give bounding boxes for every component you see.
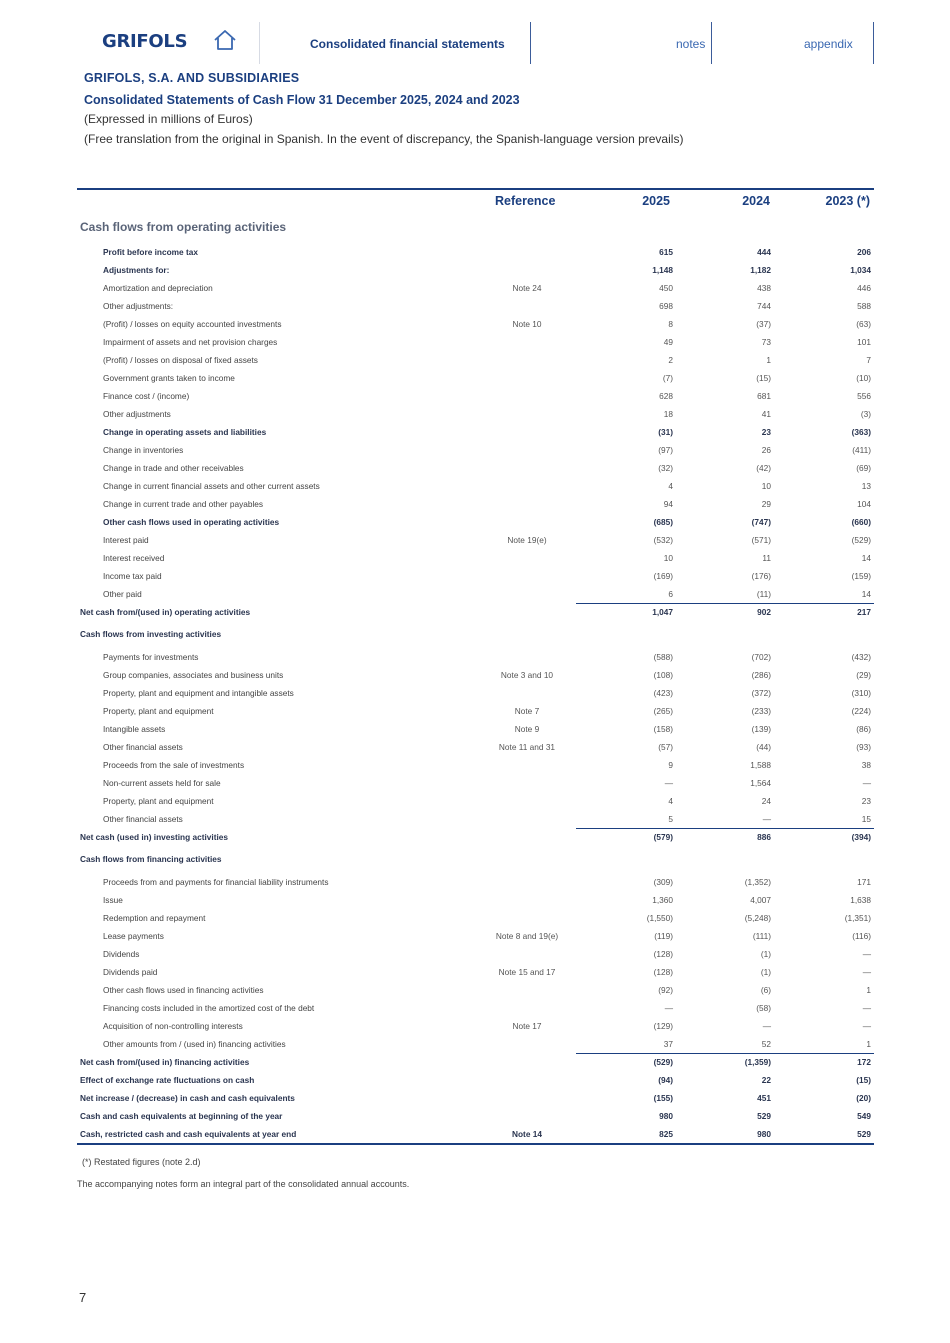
- table-row: [77, 351, 874, 369]
- table-row: [77, 477, 874, 495]
- value-2023: —: [862, 949, 871, 959]
- value-2023: 217: [857, 607, 871, 617]
- table-row: [77, 927, 874, 945]
- row-reference[interactable]: Note 9: [514, 724, 540, 734]
- value-2023: 14: [861, 553, 871, 563]
- value-2025: 698: [659, 301, 673, 311]
- row-label: Income tax paid: [103, 571, 162, 581]
- value-2023: (15): [856, 1075, 871, 1085]
- row-label: Property, plant and equipment: [103, 706, 214, 716]
- value-2025: 615: [659, 247, 673, 257]
- table-row: [77, 720, 874, 738]
- row-reference[interactable]: Note 17: [512, 1021, 542, 1031]
- value-2025: 6: [668, 589, 673, 599]
- value-2023: 7: [866, 355, 871, 365]
- value-2023: —: [862, 778, 871, 788]
- value-2024: 980: [757, 1129, 771, 1139]
- section-heading: [77, 850, 874, 868]
- value-2025: (32): [658, 463, 673, 473]
- value-2024: —: [762, 814, 771, 824]
- value-2024: (286): [751, 670, 771, 680]
- table-row: [77, 513, 874, 531]
- value-2023: 14: [861, 589, 871, 599]
- table-top-rule: [77, 188, 874, 190]
- value-2023: (363): [851, 427, 871, 437]
- value-2024: (58): [756, 1003, 771, 1013]
- value-2023: (29): [856, 670, 871, 680]
- table-row: [77, 1107, 874, 1125]
- value-2024: 24: [761, 796, 771, 806]
- value-2024: 1: [766, 355, 771, 365]
- value-2025: 450: [659, 283, 673, 293]
- value-2025: (57): [658, 742, 673, 752]
- divider: [711, 22, 712, 64]
- table-row: [77, 441, 874, 459]
- row-label: Net cash from/(used in) operating activities: [80, 607, 251, 617]
- table-row: [77, 387, 874, 405]
- row-reference[interactable]: Note 3 and 10: [500, 670, 554, 680]
- row-label: Financing costs included in the amortized cost of the debt: [103, 1003, 315, 1013]
- row-label: Profit before income tax: [103, 247, 198, 257]
- row-label: Government grants taken to income: [103, 373, 235, 383]
- value-2025: (1,550): [646, 913, 673, 923]
- currency-note: (Expressed in millions of Euros): [84, 112, 253, 126]
- value-2025: 9: [668, 760, 673, 770]
- value-2025: (158): [653, 724, 673, 734]
- value-2024: (233): [751, 706, 771, 716]
- column-header-2023: 2023 (*): [825, 194, 870, 208]
- table-row: [77, 369, 874, 387]
- value-2025: 825: [659, 1129, 673, 1139]
- value-2025: (108): [653, 670, 673, 680]
- value-2024: 681: [757, 391, 771, 401]
- table-row: [77, 738, 874, 756]
- value-2025: —: [664, 778, 673, 788]
- row-label: Interest received: [103, 553, 165, 563]
- value-2025: (128): [653, 949, 673, 959]
- row-label: Proceeds from and payments for financial liability instruments: [103, 877, 329, 887]
- row-label: Effect of exchange rate fluctuations on cash: [80, 1075, 255, 1085]
- value-2025: (588): [653, 652, 673, 662]
- value-2024: (1): [760, 949, 771, 959]
- value-2024: 4,007: [750, 895, 771, 905]
- table-row: [77, 810, 874, 828]
- value-2023: 529: [857, 1129, 871, 1139]
- section-heading: [77, 218, 874, 236]
- value-2023: 15: [861, 814, 871, 824]
- value-2025: 4: [668, 796, 673, 806]
- row-label: Dividends: [103, 949, 140, 959]
- row-label: Cash, restricted cash and cash equivalents at year end: [80, 1129, 297, 1139]
- row-label: Dividends paid: [103, 967, 158, 977]
- restated-footnote: (*) Restated figures (note 2.d): [82, 1157, 201, 1167]
- row-label: Other amounts from / (used in) financing activities: [103, 1039, 286, 1049]
- row-label: Change in operating assets and liabilities: [103, 427, 267, 437]
- value-2024: 22: [761, 1075, 771, 1085]
- value-2024: (747): [751, 517, 771, 527]
- value-2023: 38: [861, 760, 871, 770]
- value-2023: (86): [856, 724, 871, 734]
- row-reference[interactable]: Note 8 and 19(e): [495, 931, 559, 941]
- column-header-2025: 2025: [642, 194, 670, 208]
- value-2025: 8: [668, 319, 673, 329]
- value-2023: 104: [857, 499, 871, 509]
- row-label: Intangible assets: [103, 724, 166, 734]
- table-row: [77, 981, 874, 999]
- row-label: Acquisition of non-controlling interests: [103, 1021, 243, 1031]
- table-bottom-rule: [77, 1143, 874, 1145]
- value-2023: (69): [856, 463, 871, 473]
- value-2024: (702): [751, 652, 771, 662]
- value-2025: (265): [653, 706, 673, 716]
- table-row: [77, 1035, 874, 1053]
- table-row: [77, 1017, 874, 1035]
- value-2024: (139): [751, 724, 771, 734]
- value-2024: 451: [757, 1093, 771, 1103]
- row-label: Payments for investments: [103, 652, 199, 662]
- row-label: Adjustments for:: [103, 265, 170, 275]
- value-2025: (169): [653, 571, 673, 581]
- row-label: Change in current financial assets and other current assets: [103, 481, 320, 491]
- row-label: Other cash flows used in financing activities: [103, 985, 264, 995]
- value-2024: 10: [761, 481, 771, 491]
- value-2024: (6): [760, 985, 771, 995]
- value-2024: (372): [751, 688, 771, 698]
- value-2023: (3): [860, 409, 871, 419]
- section-heading: [77, 625, 874, 643]
- value-2025: —: [664, 1003, 673, 1013]
- value-2023: (93): [856, 742, 871, 752]
- value-2024: 73: [761, 337, 771, 347]
- value-2024: 444: [757, 247, 771, 257]
- value-2024: 26: [761, 445, 771, 455]
- row-reference[interactable]: Note 15 and 17: [498, 967, 556, 977]
- row-label: Property, plant and equipment: [103, 796, 214, 806]
- translation-note: (Free translation from the original in Spanish. In the event of discrepancy, the Spanish-language version prevails): [84, 132, 684, 146]
- value-2025: (119): [654, 931, 673, 941]
- table-row: [77, 549, 874, 567]
- table-row: [77, 459, 874, 477]
- table-row: [77, 666, 874, 684]
- row-label: Cash flows from financing activities: [80, 854, 222, 864]
- table-row: [77, 963, 874, 981]
- divider: [259, 22, 260, 64]
- table-row: [77, 891, 874, 909]
- row-label: Cash flows from investing activities: [80, 629, 222, 639]
- row-label: Other financial assets: [103, 814, 183, 824]
- value-2023: 23: [861, 796, 871, 806]
- table-row: [77, 702, 874, 720]
- value-2023: (20): [856, 1093, 871, 1103]
- row-label: Impairment of assets and net provision charges: [103, 337, 278, 347]
- row-label: Net cash (used in) investing activities: [80, 832, 229, 842]
- row-label: Change in inventories: [103, 445, 184, 455]
- value-2023: 446: [857, 283, 871, 293]
- row-reference[interactable]: Note 7: [514, 706, 540, 716]
- value-2025: (92): [658, 985, 673, 995]
- table-row: [77, 873, 874, 891]
- table-row: [77, 405, 874, 423]
- value-2024: (176): [751, 571, 771, 581]
- nav-notes[interactable]: notes: [676, 37, 706, 51]
- value-2023: (432): [851, 652, 871, 662]
- table-row: [77, 603, 874, 621]
- value-2023: (63): [856, 319, 871, 329]
- table-row: [77, 243, 874, 261]
- value-2023: (116): [852, 931, 871, 941]
- row-label: (Profit) / losses on disposal of fixed assets: [103, 355, 258, 365]
- table-row: [77, 279, 874, 297]
- table-row: [77, 567, 874, 585]
- value-2025: (532): [653, 535, 673, 545]
- value-2023: 1: [866, 985, 871, 995]
- table-row: [77, 648, 874, 666]
- value-2025: (309): [653, 877, 673, 887]
- value-2023: 1,638: [850, 895, 871, 905]
- column-header-reference: Reference: [495, 194, 556, 208]
- home-icon[interactable]: [212, 29, 238, 51]
- value-2024: 11: [762, 553, 771, 563]
- table-row: [77, 999, 874, 1017]
- value-2023: (10): [856, 373, 871, 383]
- value-2024: 529: [757, 1111, 771, 1121]
- row-label: Non-current assets held for sale: [103, 778, 221, 788]
- divider: [530, 22, 531, 64]
- table-row: [77, 585, 874, 603]
- value-2024: (1): [760, 967, 771, 977]
- table-row: [77, 261, 874, 279]
- value-2023: (1,351): [844, 913, 871, 923]
- value-2023: 1,034: [850, 265, 871, 275]
- row-reference[interactable]: Note 11 and 31: [498, 742, 556, 752]
- top-navigation-bar: [0, 0, 950, 70]
- value-2025: (579): [653, 832, 673, 842]
- row-label: Other cash flows used in operating activities: [103, 517, 280, 527]
- value-2023: (411): [852, 445, 871, 455]
- value-2025: (423): [653, 688, 673, 698]
- row-label: Proceeds from the sale of investments: [103, 760, 245, 770]
- value-2025: (155): [653, 1093, 673, 1103]
- value-2023: —: [862, 1003, 871, 1013]
- column-header-2024: 2024: [742, 194, 770, 208]
- table-row: [77, 1071, 874, 1089]
- value-2023: 549: [857, 1111, 871, 1121]
- value-2023: 13: [861, 481, 871, 491]
- value-2023: 206: [857, 247, 871, 257]
- value-2023: (394): [851, 832, 871, 842]
- value-2023: —: [862, 967, 871, 977]
- value-2023: (224): [851, 706, 871, 716]
- value-2023: (660): [851, 517, 871, 527]
- divider: [873, 22, 874, 64]
- value-2025: 628: [659, 391, 673, 401]
- table-row: [77, 531, 874, 549]
- row-label: Change in current trade and other payables: [103, 499, 264, 509]
- row-reference[interactable]: Note 19(e): [507, 535, 547, 545]
- value-2025: 4: [668, 481, 673, 491]
- value-2025: (129): [653, 1021, 673, 1031]
- value-2024: 1,588: [750, 760, 771, 770]
- value-2025: 5: [668, 814, 673, 824]
- table-row: [77, 495, 874, 513]
- nav-consolidated-financial-statements[interactable]: Consolidated financial statements: [310, 37, 505, 51]
- page-number: 7: [79, 1290, 87, 1305]
- row-label: Issue: [103, 895, 123, 905]
- value-2025: 1,148: [652, 265, 673, 275]
- row-label: Other paid: [103, 589, 142, 599]
- value-2024: 1,182: [750, 265, 771, 275]
- value-2024: (11): [756, 589, 771, 599]
- row-reference[interactable]: Note 10: [512, 319, 542, 329]
- value-2024: 1,564: [750, 778, 771, 788]
- row-label: Cash flows from operating activities: [80, 220, 287, 234]
- value-2025: (31): [658, 427, 673, 437]
- value-2025: 980: [659, 1111, 673, 1121]
- row-label: Other adjustments: [103, 409, 171, 419]
- row-reference[interactable]: Note 14: [512, 1129, 542, 1139]
- grifols-logo[interactable]: GRIFOLS: [102, 31, 188, 52]
- value-2025: 49: [663, 337, 673, 347]
- row-label: Interest paid: [103, 535, 149, 545]
- table-row: [77, 828, 874, 846]
- value-2025: (529): [653, 1057, 673, 1067]
- value-2025: (7): [662, 373, 673, 383]
- value-2024: 902: [757, 607, 771, 617]
- table-row: [77, 945, 874, 963]
- value-2023: —: [862, 1021, 871, 1031]
- value-2025: 2: [668, 355, 673, 365]
- value-2025: 94: [663, 499, 673, 509]
- table-row: [77, 684, 874, 702]
- table-row: [77, 774, 874, 792]
- value-2024: 52: [761, 1039, 771, 1049]
- row-label: Other adjustments:: [103, 301, 174, 311]
- row-label: Net increase / (decrease) in cash and cash equivalents: [80, 1093, 295, 1103]
- value-2023: (310): [851, 688, 871, 698]
- accompanying-notes-footnote: The accompanying notes form an integral part of the consolidated annual accounts.: [77, 1179, 410, 1189]
- value-2023: 1: [866, 1039, 871, 1049]
- value-2024: 29: [761, 499, 771, 509]
- row-label: Property, plant and equipment and intangible assets: [103, 688, 294, 698]
- value-2025: 1,360: [652, 895, 673, 905]
- row-label: (Profit) / losses on equity accounted investments: [103, 319, 282, 329]
- value-2024: (42): [756, 463, 771, 473]
- value-2024: —: [762, 1021, 771, 1031]
- value-2025: 1,047: [652, 607, 673, 617]
- company-name: GRIFOLS, S.A. AND SUBSIDIARIES: [84, 71, 300, 85]
- value-2025: 37: [663, 1039, 673, 1049]
- value-2023: (159): [851, 571, 871, 581]
- row-label: Group companies, associates and business units: [103, 670, 284, 680]
- value-2025: (94): [658, 1075, 673, 1085]
- value-2024: (5,248): [744, 913, 771, 923]
- nav-appendix[interactable]: appendix: [804, 37, 853, 51]
- value-2024: (44): [756, 742, 771, 752]
- value-2024: (37): [756, 319, 771, 329]
- row-label: Cash and cash equivalents at beginning of the year: [80, 1111, 283, 1121]
- table-row: [77, 1125, 874, 1143]
- table-row: [77, 297, 874, 315]
- table-row: [77, 333, 874, 351]
- value-2024: 41: [761, 409, 771, 419]
- value-2024: 438: [757, 283, 771, 293]
- row-label: Other financial assets: [103, 742, 183, 752]
- value-2024: 744: [757, 301, 771, 311]
- row-label: Amortization and depreciation: [103, 283, 213, 293]
- row-label: Redemption and repayment: [103, 913, 206, 923]
- value-2024: (15): [756, 373, 771, 383]
- value-2024: 886: [757, 832, 771, 842]
- value-2025: 10: [663, 553, 673, 563]
- value-2023: 556: [857, 391, 871, 401]
- row-label: Lease payments: [103, 931, 164, 941]
- table-row: [77, 1089, 874, 1107]
- value-2025: (128): [653, 967, 673, 977]
- value-2024: (111): [752, 931, 771, 941]
- table-row: [77, 315, 874, 333]
- value-2023: 101: [857, 337, 871, 347]
- statement-title: Consolidated Statements of Cash Flow 31 December 2025, 2024 and 2023: [84, 93, 520, 107]
- table-row: [77, 1053, 874, 1071]
- value-2024: (1,359): [744, 1057, 771, 1067]
- value-2024: (1,352): [744, 877, 771, 887]
- row-label: Net cash from/(used in) financing activities: [80, 1057, 250, 1067]
- value-2025: 18: [663, 409, 673, 419]
- value-2024: 23: [761, 427, 771, 437]
- value-2023: 588: [857, 301, 871, 311]
- table-row: [77, 792, 874, 810]
- row-label: Finance cost / (income): [103, 391, 190, 401]
- value-2025: (97): [658, 445, 673, 455]
- table-row: [77, 909, 874, 927]
- value-2023: 171: [857, 877, 871, 887]
- table-row: [77, 756, 874, 774]
- value-2024: (571): [751, 535, 771, 545]
- table-row: [77, 423, 874, 441]
- value-2023: 172: [857, 1057, 871, 1067]
- row-reference[interactable]: Note 24: [512, 283, 542, 293]
- value-2023: (529): [851, 535, 871, 545]
- row-label: Change in trade and other receivables: [103, 463, 244, 473]
- value-2025: (685): [653, 517, 673, 527]
